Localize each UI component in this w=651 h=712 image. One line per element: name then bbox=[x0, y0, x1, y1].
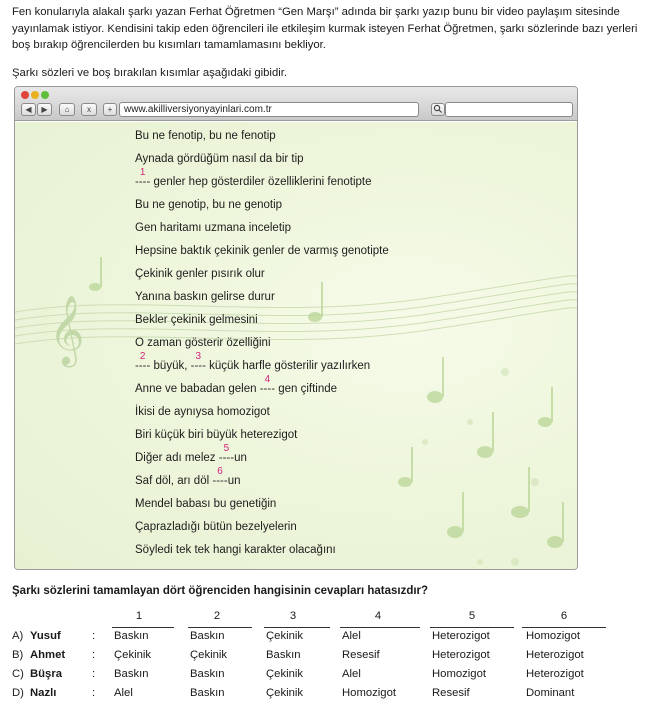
blank-2: ---- 2 bbox=[135, 351, 151, 372]
blank-number-4: 4 bbox=[264, 374, 271, 385]
header-underline-5 bbox=[430, 627, 514, 628]
header-underline-6 bbox=[522, 627, 606, 628]
lyrics-panel bbox=[15, 122, 577, 570]
lyric-line-19: Söyledi tek tek hangi karakter olacağını bbox=[135, 544, 336, 556]
lyric-line-17: Mendel babası bu genetiğin bbox=[135, 498, 277, 510]
lyric-line-13: İkisi de aynıysa homozigot bbox=[135, 406, 270, 418]
blank-6: ---- 6 bbox=[212, 466, 228, 487]
search-icon[interactable] bbox=[431, 103, 445, 116]
home-button[interactable]: ⌂ bbox=[59, 103, 75, 116]
blank-1: ---- 1 bbox=[135, 167, 151, 188]
column-header-2: 2 bbox=[213, 610, 221, 622]
column-header-3: 3 bbox=[289, 610, 297, 622]
subintro-text: Şarkı sözleri ve boş bırakılan kısımlar aşağıdaki gibidir. bbox=[12, 67, 288, 79]
intro-paragraph: Fen konularıyla alakalı şarkı yazan Ferhat Öğretmen “Gen Marşı” adında bir şarkı yazıp bunu bir video paylaşım sitesinde yayınlamak istiyor. Kendisini takip eden öğrencileri ile etkileşim kurmak isteyen Ferhat Öğretmen, şarkı sözlerinde bazı yerleri boş bırakıp öğrencilerden bu kısımları tamamlamasını bekliyor. bbox=[12, 6, 638, 51]
question-text: Şarkı sözlerini tamamlayan dört öğrenciden hangisinin cevapları hatasızdır? bbox=[12, 585, 429, 597]
answer-row-a[interactable]: A) Yusuf : Baskın Baskın Çekinik Alel Heterozigot Homozigot bbox=[12, 630, 580, 642]
lyric-line-16: Saf döl, arı döl ---- 6 un bbox=[135, 466, 241, 487]
header-underline-2 bbox=[188, 627, 252, 628]
maximize-window-icon[interactable] bbox=[41, 91, 49, 99]
header-underline-4 bbox=[340, 627, 420, 628]
blank-number-2: 2 bbox=[139, 351, 146, 362]
lyric-line-9: Bekler çekinik gelmesini bbox=[135, 314, 258, 326]
minimize-window-icon[interactable] bbox=[31, 91, 39, 99]
lyric-line-12: Anne ve babadan gelen ---- 4 gen çiftinde bbox=[135, 374, 338, 395]
lyric-line-7: Çekinik genler pısırık olur bbox=[135, 268, 265, 280]
column-header-4: 4 bbox=[374, 610, 382, 622]
blank-3: ---- 3 bbox=[190, 351, 206, 372]
lyric-line-3: ---- 1 genler hep gösterdiler özelliklerini fenotipte bbox=[135, 167, 372, 188]
lyric-line-15: Diğer adı melez ---- 5 un bbox=[135, 443, 247, 464]
blank-number-6: 6 bbox=[217, 466, 223, 477]
add-tab-button[interactable]: + bbox=[103, 103, 117, 116]
column-header-5: 5 bbox=[468, 610, 476, 622]
lyric-line-1: Bu ne fenotip, bu ne fenotip bbox=[135, 130, 276, 142]
blank-number-5: 5 bbox=[223, 443, 230, 454]
lyric-line-14: Biri küçük biri büyük heterezigot bbox=[135, 429, 298, 441]
lyric-line-8: Yanına baskın gelirse durur bbox=[135, 291, 275, 303]
column-header-6: 6 bbox=[560, 610, 568, 622]
header-underline-3 bbox=[264, 627, 330, 628]
lyric-line-2: Aynada gördüğüm nasıl da bir tip bbox=[135, 153, 304, 165]
close-window-icon[interactable] bbox=[21, 91, 29, 99]
search-input[interactable] bbox=[445, 102, 573, 117]
blank-5: ---- 5 bbox=[218, 443, 235, 464]
blank-4: ---- 4 bbox=[259, 374, 276, 395]
browser-toolbar bbox=[15, 87, 577, 121]
answer-row-d[interactable]: D) Nazlı : Alel Baskın Çekinik Homozigot Resesif Dominant bbox=[12, 687, 575, 699]
lyric-line-5: Gen haritamı uzmana inceletip bbox=[135, 222, 291, 234]
address-bar[interactable]: www.akilliversiyonyayinlari.com.tr bbox=[119, 102, 419, 117]
stop-button[interactable]: x bbox=[81, 103, 97, 116]
lyric-line-6: Hepsine baktık çekinik genler de varmış genotipte bbox=[135, 245, 389, 257]
music-notes-decoration bbox=[15, 122, 577, 570]
lyric-line-4: Bu ne genotip, bu ne genotip bbox=[135, 199, 283, 211]
header-underline-1 bbox=[112, 627, 174, 628]
svg-text:𝄞: 𝄞 bbox=[49, 295, 85, 365]
browser-window bbox=[14, 86, 578, 570]
answer-row-b[interactable]: B) Ahmet : Çekinik Çekinik Baskın Resesif Heterozigot Heterozigot bbox=[12, 649, 584, 661]
forward-button[interactable]: ▶ bbox=[37, 103, 52, 116]
lyric-line-10: O zaman gösterir özelliğini bbox=[135, 337, 271, 349]
lyric-line-11: ---- 2 büyük, ---- 3 küçük harfle gösterilir yazılırken bbox=[135, 351, 371, 372]
back-button[interactable]: ◀ bbox=[21, 103, 36, 116]
column-header-1: 1 bbox=[135, 610, 143, 622]
blank-number-1: 1 bbox=[139, 167, 146, 178]
lyric-line-18: Çaprazladığı bütün bezelyelerin bbox=[135, 521, 297, 533]
blank-number-3: 3 bbox=[195, 351, 202, 362]
answer-row-c[interactable]: C) Büşra : Baskın Baskın Çekinik Alel Homozigot Heterozigot bbox=[12, 668, 584, 680]
